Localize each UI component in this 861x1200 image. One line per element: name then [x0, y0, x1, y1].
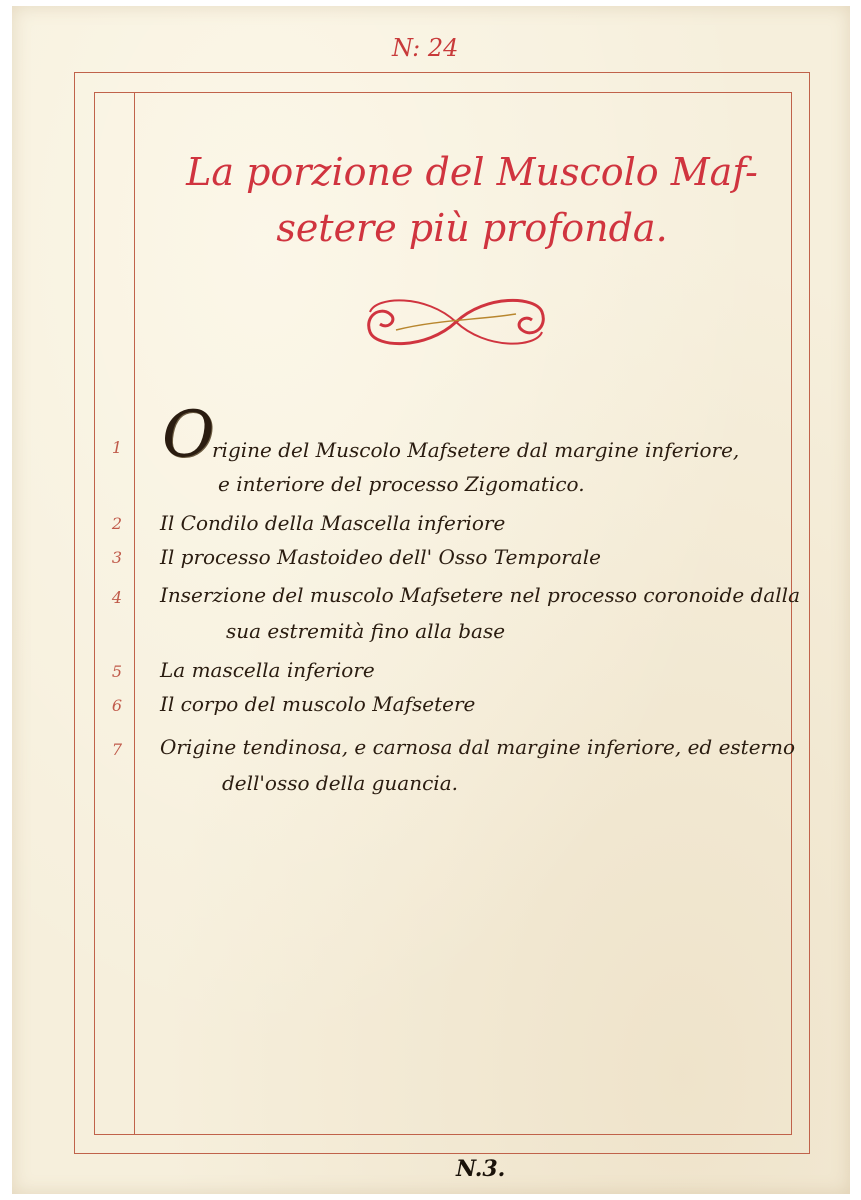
item-number: 1: [111, 438, 123, 457]
item-text: Il Condilo della Mascella inferiore: [160, 511, 506, 535]
flourish-ornament-icon: [356, 290, 556, 354]
item-text: La mascella inferiore: [160, 658, 375, 682]
item-number: 5: [111, 662, 123, 681]
item-text: Inserzione del muscolo Mafsetere nel processo coronoide dalla: [160, 583, 800, 607]
title-line-2: setere più profonda.: [276, 206, 668, 250]
item-number: 3: [111, 548, 123, 567]
drop-cap-letter: O: [162, 398, 215, 472]
page-title: [152, 144, 792, 256]
item-text: Origine tendinosa, e carnosa dal margine inferiore, ed esterno: [160, 735, 796, 759]
plate-number: N: 24: [392, 34, 459, 62]
item-number: 6: [111, 696, 123, 715]
title-line-1: La porzione del Muscolo Maf-: [186, 150, 758, 194]
item-text: rigine del Muscolo Mafsetere dal margine inferiore,: [212, 438, 740, 462]
footer-mark: N.3.: [456, 1156, 506, 1182]
item-text-continuation: e interiore del processo Zigomatico.: [218, 472, 585, 496]
margin-rule: [134, 92, 135, 1135]
item-number: 4: [111, 588, 123, 607]
item-text-continuation: sua estremità fino alla base: [226, 619, 506, 643]
paper-sheet: [12, 6, 850, 1194]
item-text: Il processo Mastoideo dell' Osso Temporale: [160, 545, 601, 569]
item-text: Il corpo del muscolo Mafsetere: [160, 692, 476, 716]
item-text-continuation: dell'osso della guancia.: [222, 771, 458, 795]
item-number: 7: [111, 740, 123, 759]
item-number: 2: [111, 514, 123, 533]
